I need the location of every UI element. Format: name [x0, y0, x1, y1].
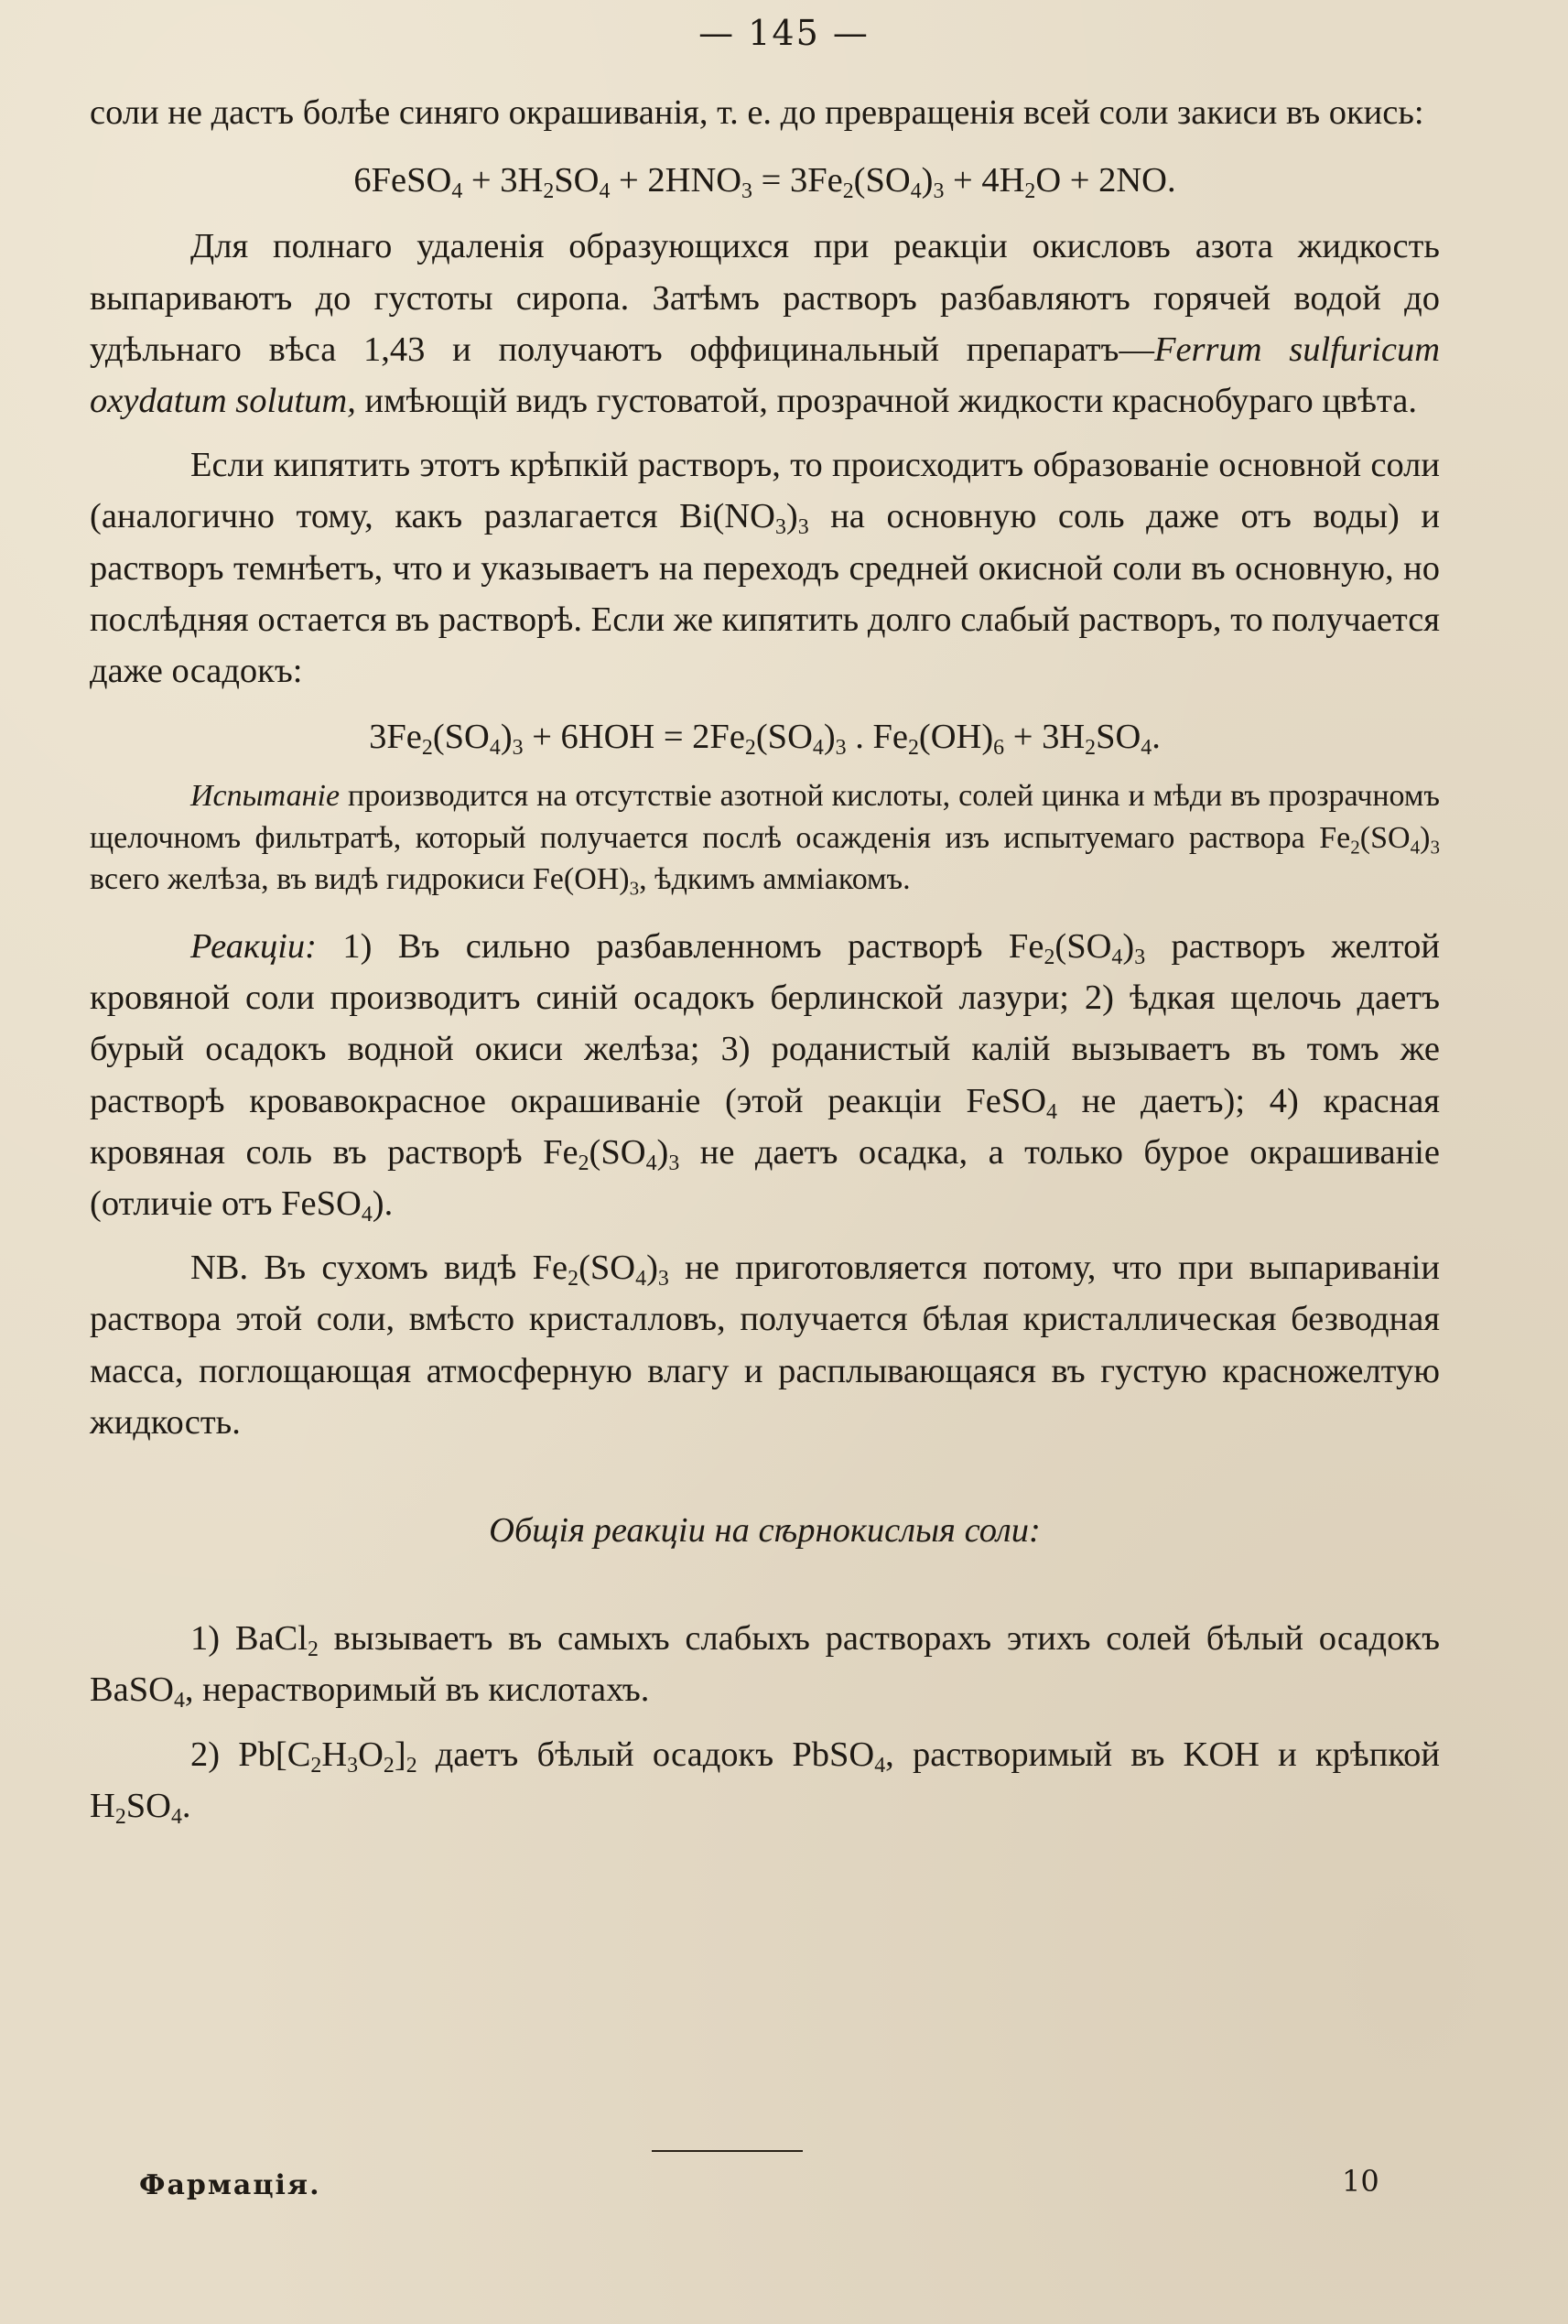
paragraph-boiling: Если кипятить этотъ крѣпкій растворъ, то происходитъ образованіе основной соли (аналогично тому, какъ разлагается $Bi(NO_3)_3$ на основную соль даже отъ воды) и растворъ темнѣетъ, что и указываетъ на переходъ средней окисной соли въ основную, но послѣдняя остается въ растворѣ. Если же кипятить долго слабый растворъ, то получается даже осадокъ:	[90, 446, 1440, 691]
page-number-header: — 145 —	[698, 13, 870, 53]
reactions-heading: Реакціи:	[190, 926, 317, 966]
paragraph-reaction-lead: 2) $Pb[C_2H_3O_2]_2$ даетъ бѣлый осадокъ PbSO$_4$, растворимый въ KOH и крѣпкой $H_2SO_4$.	[90, 1735, 1441, 1829]
testing-heading: Испытаніе	[190, 779, 341, 814]
paragraph-testing: Испытаніе производится на отсутствіе азотной кислоты, солей цинка и мѣди въ прозрачномъ щелочномъ фильтратѣ, который получается послѣ осажденія изъ испытуемаго раствора $Fe_2(SO_4)_3$ всего желѣза, въ видѣ гидрокиси $Fe(OH)_3$, ѣдкимъ амміакомъ.	[90, 779, 1440, 900]
paragraph-continuation	[90, 87, 1440, 138]
latin-name: Ferrum sulfuricum oxydatum solutum,	[90, 330, 1440, 421]
footer-sheet-number: 10	[1342, 2164, 1379, 2199]
paragraph-nb: NB. Въ сухомъ видѣ $Fe_2(SO_4)_3$ не приготовляется потому, что при выпариваніи раствора этой соли, вмѣсто кристалловъ, получается бѣлая кристаллическая безводная масса, поглощающая атмосферную влагу и расплывающаяся въ густую красножелтую жидкость.	[90, 1248, 1440, 1442]
footer-signature: Фармація.	[139, 2169, 321, 2201]
equation-oxidation: 6FeSO$_4$ + $3H_2SO_4 + 2HNO_3 = 3Fe_2(SO_4)_3 + 4H_2O + 2NO$.	[353, 161, 1176, 204]
paragraph-text: соли не дастъ болѣе синяго окрашиванія, т. е. до превращенія всей соли закиси въ окись:	[90, 93, 1424, 132]
divider-rule	[652, 2150, 803, 2152]
section-heading: Общія реакціи на сѣрнокислыя соли:	[489, 1510, 1041, 1550]
equation-hydrolysis: $3Fe_2(SO_4)_3 + 6HOH = 2Fe_2(SO_4)_3$ . $Fe_2(OH)_6 + 3H_2SO_4$.	[369, 718, 1161, 761]
paragraph-reaction-bacl2: 1) BaCl$_2$ вызываетъ въ самыхъ слабыхъ растворахъ этихъ солей бѣлый осадокъ BaSO$_4$, нерастворимый въ кислотахъ.	[90, 1619, 1440, 1713]
paragraph-reactions: Реакціи: 1) Въ сильно разбавленномъ растворѣ $Fe_2(SO_4)_3$ растворъ желтой кровяной соли производитъ синій осадокъ берлинской лазури; 2) ѣдкая щелочь даетъ бурый осадокъ водной окиси желѣза; 3) роданистый калій вызываетъ въ томъ же растворѣ кровавокрасное окрашиваніе (этой реакціи FeSO$_4$ не даетъ); 4) красная кровяная соль въ растворѣ $Fe_2(SO_4)_3$ не даетъ осадка, а только бурое окрашиваніе (отличіе отъ FeSO$_4$).	[90, 926, 1441, 1227]
page-body	[90, 87, 1440, 1832]
paragraph-preparation: Для полнаго удаленія образующихся при реакціи окисловъ азота жидкость выпариваютъ до густоты сиропа. Затѣмъ растворъ разбавляютъ горячей водой до удѣльнаго вѣса 1,43 и получаютъ оффицинальный препаратъ—Ferrum sulfuricum oxydatum solutum, имѣющій видъ густоватой, прозрачной жидкости краснобураго цвѣта.	[90, 227, 1440, 421]
